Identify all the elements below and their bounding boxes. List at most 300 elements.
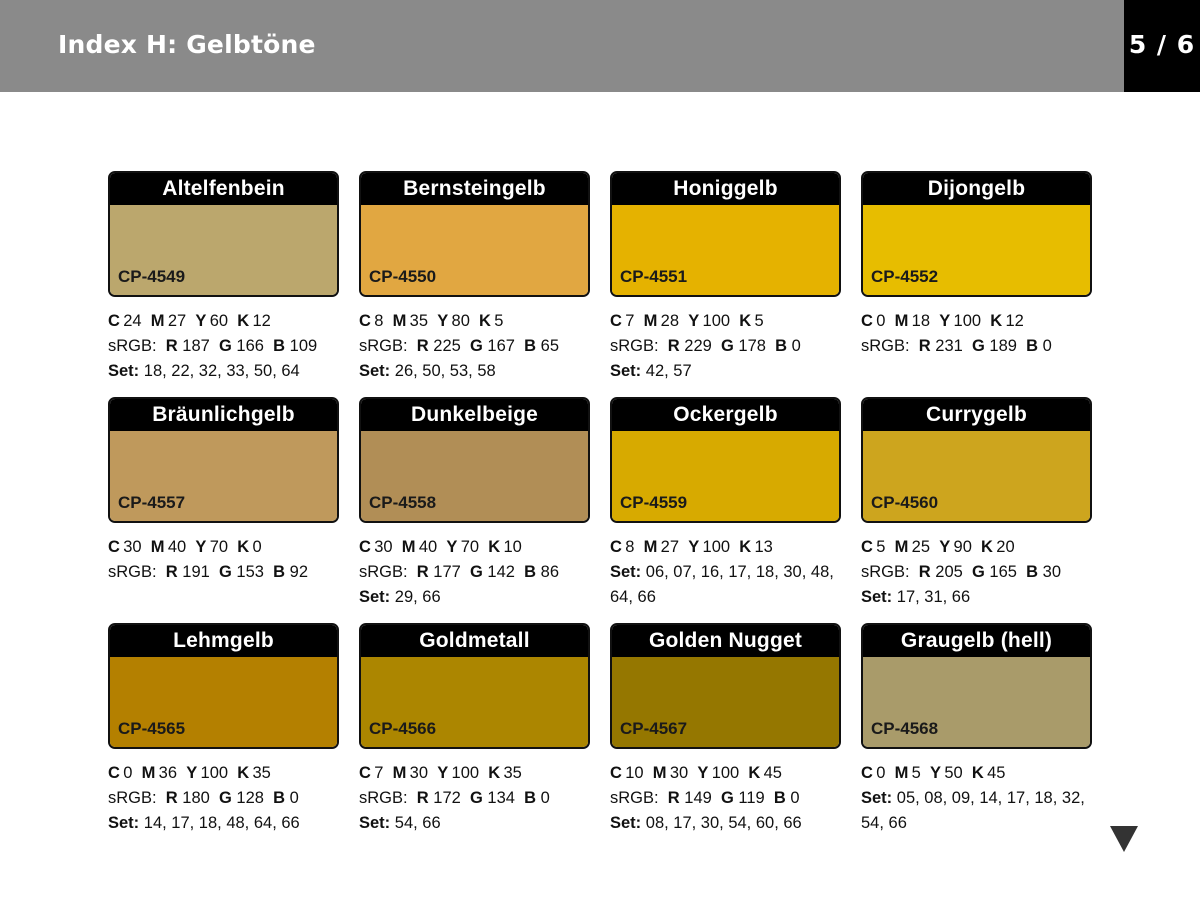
cmyk-value-k: 13 (754, 538, 773, 556)
page-title: Index H: Gelbtöne (58, 30, 316, 59)
cmyk-label-k: K (488, 538, 501, 556)
cmyk-label-c: C (359, 312, 371, 330)
swatch-code: CP-4558 (369, 493, 437, 512)
cmyk-label-y: Y (688, 538, 700, 556)
swatch-card (359, 397, 590, 610)
cmyk-label-c: C (359, 764, 371, 782)
set-values (108, 811, 339, 836)
set-label: Set: (610, 563, 642, 581)
cmyk-value-m: 27 (660, 538, 680, 556)
swatch-name: Golden Nugget (612, 625, 839, 657)
cmyk-value-y: 60 (209, 312, 229, 330)
color-swatch (108, 397, 339, 523)
swatch-color-fill (361, 431, 588, 521)
cmyk-value-c: 8 (625, 538, 635, 556)
cmyk-value-m: 27 (167, 312, 187, 330)
rgb-value-b: 0 (289, 789, 299, 807)
set-values (359, 585, 590, 610)
swatch-info (108, 535, 339, 585)
swatch-info (610, 309, 841, 384)
cmyk-value-c: 30 (374, 538, 393, 556)
cmyk-value-k: 12 (252, 312, 271, 330)
color-swatch (359, 171, 590, 297)
rgb-value-g: 153 (236, 563, 264, 581)
set-label: Set: (108, 362, 140, 380)
cmyk-value-k: 45 (987, 764, 1006, 782)
cmyk-label-c: C (610, 312, 622, 330)
cmyk-label-y: Y (688, 312, 700, 330)
cmyk-value-y: 90 (953, 538, 972, 556)
cmyk-label-m: M (141, 764, 156, 782)
rgb-label-b: B (524, 337, 537, 355)
srgb-label: sRGB: (359, 563, 408, 581)
rgb-label-g: G (469, 563, 483, 581)
swatch-card (108, 171, 339, 384)
swatch-code: CP-4568 (871, 719, 939, 738)
next-page-triangle-down-icon[interactable] (1110, 826, 1138, 852)
cmyk-values (861, 535, 1092, 560)
cmyk-value-k: 12 (1005, 312, 1024, 330)
cmyk-values (108, 309, 339, 334)
cmyk-value-y: 100 (200, 764, 229, 782)
cmyk-label-y: Y (930, 764, 942, 782)
swatch-info (359, 761, 590, 836)
srgb-label: sRGB: (610, 337, 659, 355)
swatch-code: CP-4550 (369, 267, 437, 286)
color-swatch (861, 397, 1092, 523)
cmyk-value-c: 0 (123, 764, 133, 782)
cmyk-value-m: 36 (158, 764, 178, 782)
set-label: Set: (359, 588, 391, 606)
set-label: Set: (610, 814, 642, 832)
cmyk-label-c: C (610, 538, 622, 556)
cmyk-label-y: Y (446, 538, 458, 556)
rgb-value-r: 172 (433, 789, 461, 807)
rgb-value-b: 30 (1042, 563, 1061, 581)
page-number: 5 / 6 (1128, 30, 1196, 59)
cmyk-value-c: 24 (123, 312, 142, 330)
cmyk-value-k: 45 (763, 764, 782, 782)
rgb-label-r: R (918, 337, 931, 355)
swatch-info (359, 309, 590, 384)
cmyk-value-m: 25 (911, 538, 931, 556)
swatch-card (861, 171, 1092, 359)
set-label: Set: (108, 814, 140, 832)
rgb-value-r: 149 (684, 789, 712, 807)
cmyk-value-y: 50 (944, 764, 963, 782)
cmyk-label-y: Y (437, 764, 449, 782)
rgb-label-g: G (971, 563, 985, 581)
cmyk-label-c: C (108, 538, 120, 556)
rgb-value-b: 65 (540, 337, 559, 355)
cmyk-label-y: Y (195, 312, 207, 330)
swatch-color-fill (612, 431, 839, 521)
rgb-value-g: 128 (236, 789, 264, 807)
swatch-color-fill (612, 205, 839, 295)
cmyk-values (108, 761, 339, 786)
set-list: 05, 08, 09, 14, 17, 18, 32, (896, 789, 1085, 807)
rgb-label-r: R (416, 337, 429, 355)
rgb-label-g: G (218, 337, 232, 355)
srgb-label: sRGB: (359, 337, 408, 355)
swatch-name: Dunkelbeige (361, 399, 588, 431)
cmyk-label-k: K (237, 764, 250, 782)
set-values (610, 359, 841, 384)
rgb-value-b: 92 (289, 563, 308, 581)
cmyk-label-k: K (739, 312, 752, 330)
set-values (359, 359, 590, 384)
rgb-value-g: 134 (487, 789, 515, 807)
srgb-values (610, 786, 841, 811)
rgb-value-b: 109 (289, 337, 318, 355)
cmyk-label-m: M (150, 312, 165, 330)
swatch-card (610, 623, 841, 836)
srgb-label: sRGB: (610, 789, 659, 807)
set-list: 42, 57 (645, 362, 692, 380)
rgb-value-g: 178 (738, 337, 766, 355)
cmyk-value-c: 30 (123, 538, 142, 556)
swatch-color-fill (612, 657, 839, 747)
srgb-values (359, 334, 590, 359)
swatch-card (610, 171, 841, 384)
cmyk-value-m: 18 (911, 312, 931, 330)
rgb-value-g: 166 (236, 337, 264, 355)
cmyk-label-m: M (643, 312, 658, 330)
set-list: 18, 22, 32, 33, 50, 64 (143, 362, 300, 380)
color-swatch (861, 623, 1092, 749)
swatch-name: Altelfenbein (110, 173, 337, 205)
swatch-code: CP-4551 (620, 267, 688, 286)
rgb-value-b: 0 (791, 337, 801, 355)
srgb-label: sRGB: (861, 337, 910, 355)
swatch-info (861, 535, 1092, 610)
srgb-values (861, 334, 1092, 359)
rgb-value-r: 180 (182, 789, 210, 807)
cmyk-value-y: 100 (953, 312, 982, 330)
cmyk-value-c: 10 (625, 764, 644, 782)
rgb-label-g: G (218, 563, 232, 581)
cmyk-label-y: Y (186, 764, 198, 782)
rgb-label-g: G (720, 337, 734, 355)
cmyk-label-m: M (894, 312, 909, 330)
cmyk-label-m: M (643, 538, 658, 556)
swatch-color-fill (863, 657, 1090, 747)
rgb-label-b: B (273, 337, 286, 355)
swatch-color-fill (863, 205, 1090, 295)
swatch-grid (108, 171, 1108, 861)
cmyk-value-k: 20 (996, 538, 1015, 556)
set-label: Set: (359, 362, 391, 380)
rgb-label-r: R (416, 789, 429, 807)
swatch-color-fill (361, 657, 588, 747)
cmyk-value-c: 7 (374, 764, 384, 782)
swatch-color-fill (361, 205, 588, 295)
swatch-name: Graugelb (hell) (863, 625, 1090, 657)
set-list: 26, 50, 53, 58 (394, 362, 496, 380)
rgb-label-r: R (918, 563, 931, 581)
swatch-code: CP-4560 (871, 493, 939, 512)
cmyk-label-m: M (150, 538, 165, 556)
swatch-code: CP-4566 (369, 719, 437, 738)
rgb-value-r: 231 (935, 337, 963, 355)
set-label: Set: (861, 789, 893, 807)
rgb-value-r: 191 (182, 563, 210, 581)
cmyk-value-c: 0 (876, 312, 886, 330)
rgb-value-r: 187 (182, 337, 210, 355)
cmyk-values (861, 761, 1092, 786)
swatch-code: CP-4567 (620, 719, 688, 738)
cmyk-values (861, 309, 1092, 334)
cmyk-value-m: 35 (409, 312, 429, 330)
srgb-values (861, 560, 1092, 585)
swatch-card (861, 397, 1092, 610)
color-swatch (359, 397, 590, 523)
cmyk-value-c: 7 (625, 312, 635, 330)
cmyk-value-y: 70 (460, 538, 480, 556)
cmyk-value-m: 28 (660, 312, 680, 330)
cmyk-value-y: 100 (702, 312, 731, 330)
cmyk-label-m: M (392, 312, 407, 330)
cmyk-label-c: C (108, 312, 120, 330)
cmyk-values (610, 761, 841, 786)
cmyk-label-y: Y (939, 538, 951, 556)
swatch-code: CP-4565 (118, 719, 186, 738)
color-swatch (610, 171, 841, 297)
rgb-label-g: G (971, 337, 985, 355)
cmyk-label-c: C (108, 764, 120, 782)
cmyk-value-m: 5 (911, 764, 921, 782)
cmyk-label-k: K (237, 312, 250, 330)
swatch-name: Honiggelb (612, 173, 839, 205)
cmyk-label-y: Y (195, 538, 207, 556)
cmyk-label-k: K (971, 764, 984, 782)
rgb-value-b: 0 (1042, 337, 1052, 355)
cmyk-label-m: M (894, 764, 909, 782)
cmyk-label-k: K (739, 538, 752, 556)
swatch-info (108, 309, 339, 384)
rgb-value-r: 205 (935, 563, 963, 581)
cmyk-values (359, 535, 590, 560)
rgb-value-r: 229 (684, 337, 712, 355)
cmyk-value-m: 30 (409, 764, 429, 782)
cmyk-value-y: 100 (711, 764, 740, 782)
cmyk-label-k: K (981, 538, 993, 556)
set-list: 08, 17, 30, 54, 60, 66 (645, 814, 802, 832)
srgb-values (108, 786, 339, 811)
srgb-values (359, 786, 590, 811)
cmyk-value-k: 10 (503, 538, 522, 556)
cmyk-label-c: C (861, 538, 873, 556)
set-list: 29, 66 (394, 588, 441, 606)
cmyk-value-m: 30 (669, 764, 689, 782)
swatch-card (610, 397, 841, 610)
color-swatch (108, 171, 339, 297)
cmyk-value-m: 40 (167, 538, 187, 556)
srgb-values (610, 334, 841, 359)
swatch-color-fill (110, 657, 337, 747)
swatch-name: Lehmgelb (110, 625, 337, 657)
color-swatch (108, 623, 339, 749)
srgb-values (108, 334, 339, 359)
cmyk-value-y: 80 (451, 312, 470, 330)
swatch-name: Goldmetall (361, 625, 588, 657)
set-label: Set: (359, 814, 391, 832)
cmyk-values (359, 309, 590, 334)
rgb-value-b: 86 (540, 563, 559, 581)
page-indicator (1124, 0, 1200, 92)
rgb-label-g: G (218, 789, 232, 807)
rgb-label-r: R (667, 337, 680, 355)
cmyk-label-k: K (488, 764, 501, 782)
rgb-label-b: B (1026, 337, 1039, 355)
cmyk-label-k: K (990, 312, 1003, 330)
color-swatch (610, 397, 841, 523)
cmyk-value-k: 5 (494, 312, 504, 330)
srgb-values (108, 560, 339, 585)
cmyk-value-y: 100 (702, 538, 731, 556)
swatch-code: CP-4552 (871, 267, 939, 286)
header-bar (0, 0, 1124, 92)
swatch-code: CP-4557 (118, 493, 186, 512)
swatch-color-fill (110, 431, 337, 521)
cmyk-value-m: 40 (418, 538, 438, 556)
srgb-label: sRGB: (108, 337, 157, 355)
swatch-info (108, 761, 339, 836)
rgb-value-g: 189 (989, 337, 1017, 355)
color-swatch (359, 623, 590, 749)
cmyk-value-k: 5 (754, 312, 764, 330)
swatch-card (861, 623, 1092, 836)
swatch-info (359, 535, 590, 610)
cmyk-value-k: 0 (252, 538, 262, 556)
cmyk-label-c: C (861, 312, 873, 330)
set-values (610, 811, 841, 836)
swatch-info (610, 761, 841, 836)
swatch-card (108, 623, 339, 836)
cmyk-values (610, 535, 841, 560)
cmyk-label-c: C (861, 764, 873, 782)
set-values-continued (610, 585, 841, 610)
rgb-value-b: 0 (540, 789, 550, 807)
rgb-label-b: B (773, 789, 786, 807)
rgb-label-r: R (667, 789, 680, 807)
rgb-value-g: 165 (989, 563, 1017, 581)
set-label: Set: (610, 362, 642, 380)
set-values (861, 585, 1092, 610)
cmyk-label-y: Y (437, 312, 449, 330)
cmyk-values (610, 309, 841, 334)
rgb-label-b: B (775, 337, 788, 355)
swatch-code: CP-4549 (118, 267, 186, 286)
rgb-value-g: 142 (487, 563, 515, 581)
set-list: 17, 31, 66 (896, 588, 971, 606)
rgb-label-b: B (273, 789, 286, 807)
swatch-name: Bernsteingelb (361, 173, 588, 205)
swatch-card (359, 623, 590, 836)
set-values (610, 560, 841, 585)
srgb-label: sRGB: (861, 563, 910, 581)
rgb-label-r: R (416, 563, 429, 581)
rgb-value-r: 177 (433, 563, 461, 581)
cmyk-value-k: 35 (503, 764, 522, 782)
cmyk-label-c: C (359, 538, 371, 556)
swatch-info (861, 761, 1092, 836)
set-values (861, 786, 1092, 811)
color-swatch (861, 171, 1092, 297)
swatch-code: CP-4559 (620, 493, 688, 512)
rgb-label-r: R (165, 337, 178, 355)
rgb-label-b: B (524, 563, 537, 581)
cmyk-value-y: 70 (209, 538, 229, 556)
cmyk-value-c: 0 (876, 764, 886, 782)
rgb-value-g: 167 (487, 337, 515, 355)
set-list: 54, 66 (394, 814, 441, 832)
rgb-label-g: G (469, 789, 483, 807)
cmyk-value-c: 5 (876, 538, 886, 556)
set-list-continued: 64, 66 (610, 588, 656, 606)
cmyk-label-y: Y (697, 764, 709, 782)
rgb-label-b: B (273, 563, 286, 581)
cmyk-label-c: C (610, 764, 622, 782)
cmyk-value-c: 8 (374, 312, 384, 330)
swatch-info (861, 309, 1092, 359)
set-label: Set: (861, 588, 893, 606)
swatch-name: Ockergelb (612, 399, 839, 431)
rgb-value-g: 119 (738, 789, 765, 807)
set-list-continued: 54, 66 (861, 814, 907, 832)
swatch-color-fill (863, 431, 1090, 521)
cmyk-label-m: M (652, 764, 667, 782)
cmyk-label-y: Y (939, 312, 951, 330)
srgb-label: sRGB: (359, 789, 408, 807)
swatch-name: Currygelb (863, 399, 1090, 431)
swatch-name: Bräunlichgelb (110, 399, 337, 431)
rgb-value-b: 0 (790, 789, 800, 807)
rgb-label-r: R (165, 563, 178, 581)
cmyk-label-k: K (479, 312, 491, 330)
cmyk-value-k: 35 (252, 764, 271, 782)
cmyk-label-m: M (392, 764, 407, 782)
srgb-values (359, 560, 590, 585)
swatch-name: Dijongelb (863, 173, 1090, 205)
cmyk-values (359, 761, 590, 786)
rgb-label-g: G (469, 337, 483, 355)
swatch-color-fill (110, 205, 337, 295)
set-list: 06, 07, 16, 17, 18, 30, 48, (645, 563, 834, 581)
rgb-value-r: 225 (433, 337, 461, 355)
srgb-label: sRGB: (108, 563, 157, 581)
cmyk-label-k: K (237, 538, 250, 556)
rgb-label-g: G (720, 789, 734, 807)
swatch-info (610, 535, 841, 610)
cmyk-label-m: M (401, 538, 416, 556)
cmyk-label-m: M (894, 538, 909, 556)
rgb-label-b: B (1026, 563, 1039, 581)
swatch-card (108, 397, 339, 585)
set-values (108, 359, 339, 384)
cmyk-label-k: K (748, 764, 761, 782)
cmyk-values (108, 535, 339, 560)
color-swatch (610, 623, 841, 749)
set-values-continued (861, 811, 1092, 836)
cmyk-value-y: 100 (451, 764, 480, 782)
swatch-card (359, 171, 590, 384)
rgb-label-b: B (524, 789, 537, 807)
rgb-label-r: R (165, 789, 178, 807)
set-list: 14, 17, 18, 48, 64, 66 (143, 814, 300, 832)
set-values (359, 811, 590, 836)
srgb-label: sRGB: (108, 789, 157, 807)
